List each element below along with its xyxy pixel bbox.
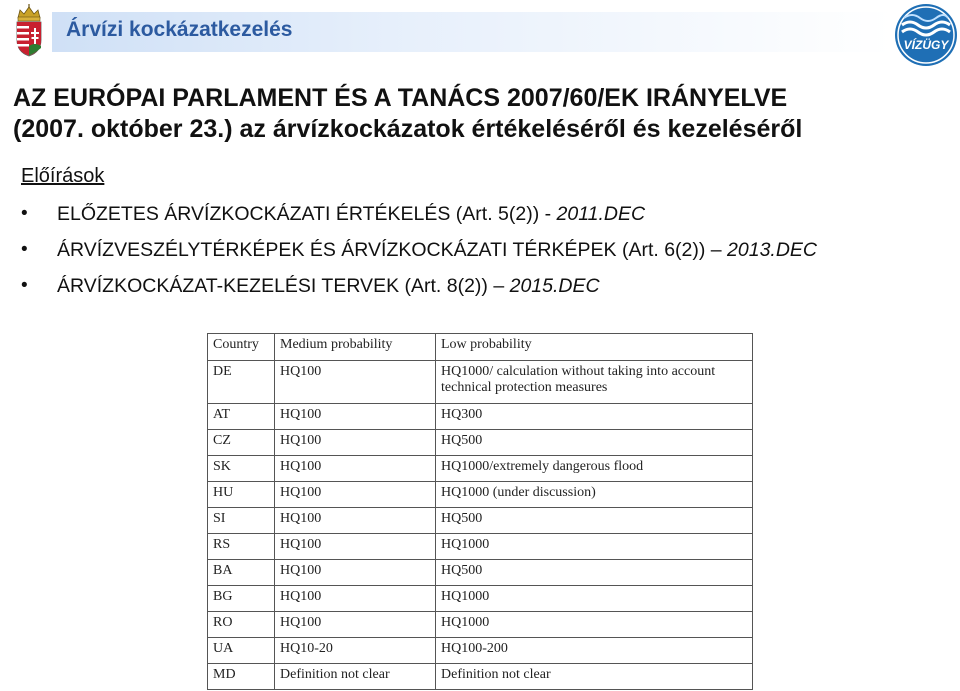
cell-country: SK [208, 456, 275, 482]
column-header-medium: Medium probability [275, 334, 436, 361]
cell-medium: HQ100 [275, 404, 436, 430]
cell-medium: HQ100 [275, 430, 436, 456]
coat-of-arms-icon [12, 4, 46, 58]
page-title-line-1: AZ EURÓPAI PARLAMENT ÉS A TANÁCS 2007/60/EK IRÁNYELVE [13, 84, 788, 112]
cell-low: HQ1000 (under discussion) [436, 482, 753, 508]
cell-medium: Definition not clear [275, 664, 436, 690]
cell-low: HQ500 [436, 508, 753, 534]
cell-country: DE [208, 361, 275, 404]
cell-low: HQ1000 [436, 534, 753, 560]
cell-country: BG [208, 586, 275, 612]
table-row [208, 404, 753, 430]
table-row [208, 664, 753, 690]
table-row [208, 612, 753, 638]
cell-country: AT [208, 404, 275, 430]
table-row [208, 482, 753, 508]
table-row [208, 560, 753, 586]
table-row [208, 456, 753, 482]
requirements-list [21, 198, 817, 306]
probability-table [207, 333, 753, 690]
column-header-country: Country [208, 334, 275, 361]
cell-medium: HQ100 [275, 560, 436, 586]
cell-country: BA [208, 560, 275, 586]
list-item-deadline: 2013.DEC [727, 239, 818, 261]
cell-medium: HQ100 [275, 612, 436, 638]
list-item-text: ÁRVÍZVESZÉLYTÉRKÉPEK ÉS ÁRVÍZKOCKÁZATI TÉRKÉPEK (Art. 6(2)) – [57, 239, 728, 261]
column-header-low: Low probability [436, 334, 753, 361]
cell-medium: HQ100 [275, 534, 436, 560]
cell-low: Definition not clear [436, 664, 753, 690]
cell-low: HQ1000 [436, 586, 753, 612]
cell-low: HQ100-200 [436, 638, 753, 664]
page-title [13, 83, 943, 145]
cell-low: HQ1000/ calculation without taking into account technical protection measures [436, 361, 753, 404]
list-item [21, 234, 817, 270]
section-heading: Előírások [21, 165, 105, 187]
cell-medium: HQ100 [275, 482, 436, 508]
table-row [208, 361, 753, 404]
list-item-deadline: 2011.DEC [556, 203, 646, 225]
logo-text: VÍZÜGY [903, 38, 949, 52]
list-item-text: ELŐZETES ÁRVÍZKOCKÁZATI ÉRTÉKELÉS (Art. 5(2)) - [57, 203, 557, 225]
table-row [208, 638, 753, 664]
list-item [21, 198, 817, 234]
cell-medium: HQ100 [275, 361, 436, 404]
cell-country: SI [208, 508, 275, 534]
list-item-text: ÁRVÍZKOCKÁZAT-KEZELÉSI TERVEK (Art. 8(2)) – [57, 275, 510, 297]
table-header-row [208, 334, 753, 361]
cell-low: HQ1000/extremely dangerous flood [436, 456, 753, 482]
header-bar [0, 0, 960, 66]
cell-medium: HQ100 [275, 586, 436, 612]
cell-low: HQ1000 [436, 612, 753, 638]
cell-country: RS [208, 534, 275, 560]
header-title: Árvízi kockázatkezelés [66, 18, 293, 41]
cell-country: HU [208, 482, 275, 508]
cell-country: UA [208, 638, 275, 664]
cell-medium: HQ100 [275, 456, 436, 482]
table-row [208, 508, 753, 534]
table-row [208, 534, 753, 560]
cell-medium: HQ10-20 [275, 638, 436, 664]
cell-country: RO [208, 612, 275, 638]
table-row [208, 430, 753, 456]
table-row [208, 586, 753, 612]
cell-low: HQ500 [436, 560, 753, 586]
page-title-line-2: (2007. október 23.) az árvízkockázatok értékeléséről és kezeléséről [13, 115, 803, 143]
list-item-deadline: 2015.DEC [509, 275, 600, 297]
cell-medium: HQ100 [275, 508, 436, 534]
cell-country: CZ [208, 430, 275, 456]
cell-low: HQ300 [436, 404, 753, 430]
cell-country: MD [208, 664, 275, 690]
vizugy-logo-icon [894, 3, 958, 67]
list-item [21, 270, 817, 306]
cell-low: HQ500 [436, 430, 753, 456]
